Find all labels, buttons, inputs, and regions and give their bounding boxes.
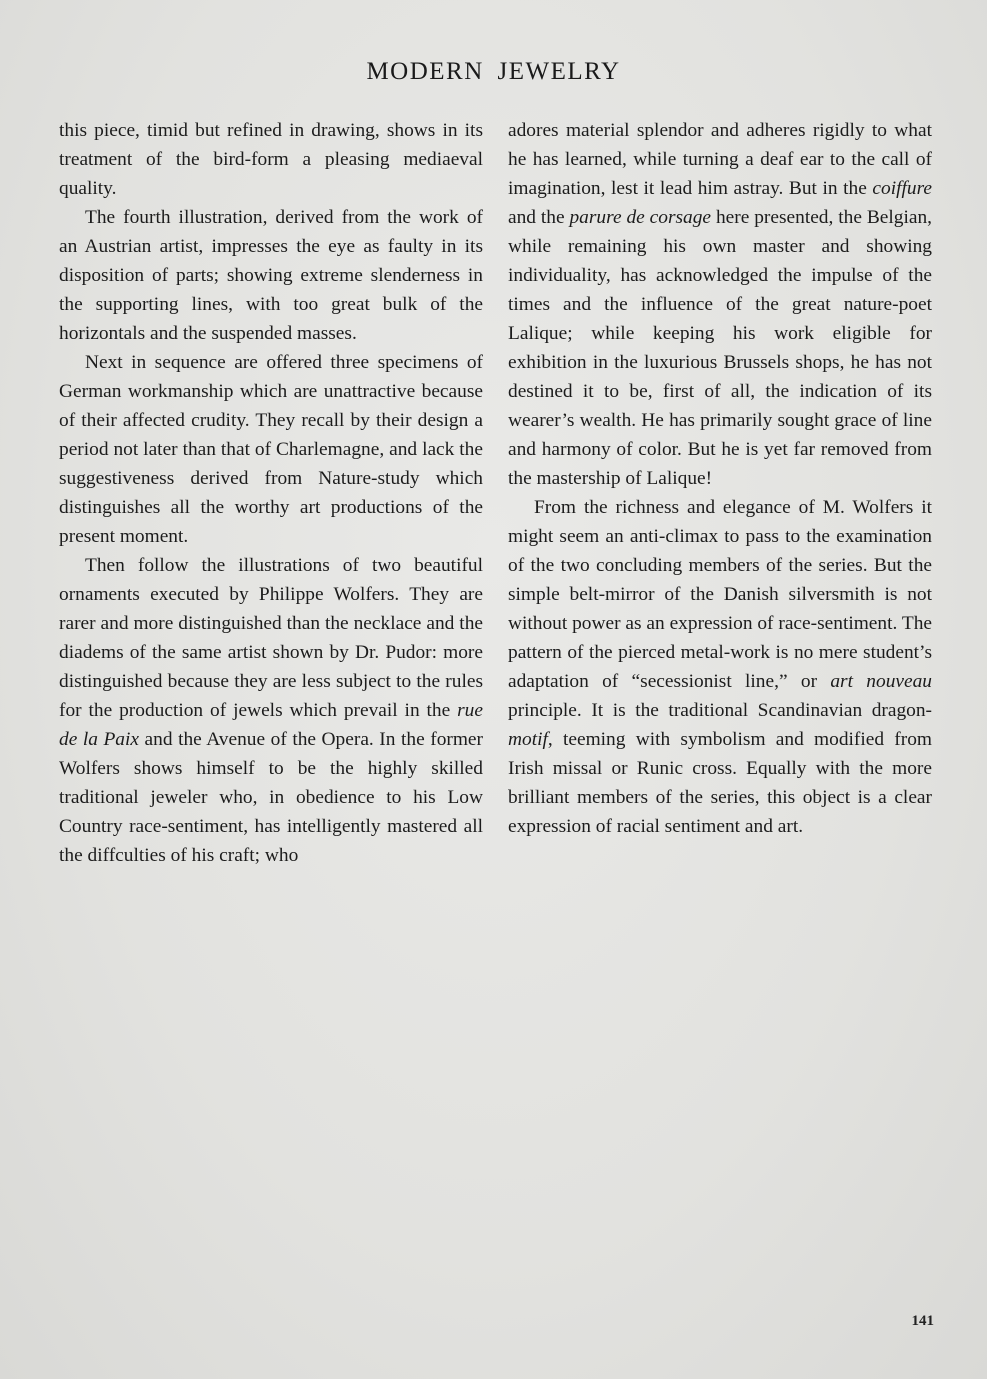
page-number: 141	[911, 1313, 934, 1329]
text-run: here presented, the Belgian, while remaining his own master and showing individuality, has acknowledged the impulse of the times and the influence of the great nature-poet Lalique; while keeping his work eligible for exhibition in the luxurious Brussels shops, he has not destined it to be, first of all, the indication of its wearer’s wealth. He has primarily sought grace of line and harmony of color. But he is yet far removed from the mastership of Lalique!	[508, 207, 932, 489]
italic-text: coiffure	[872, 178, 932, 199]
text-run: adores material splendor and adheres rigidly to what he has learned, while turning a deaf ear to the call of imagination, lest it lead him astray. But in the	[508, 120, 932, 199]
italic-text: rue de la Paix	[59, 700, 483, 750]
text-run: and the Avenue of the Opera. In the former Wolfers shows himself to be the highly skilled traditional jeweler who, in obedience to his Low Country race-sentiment, has intelligently mastered all the diffculties of his craft; who	[59, 729, 483, 866]
text-run: , teeming with symbolism and modified from Irish missal or Runic cross. Equally with the more brilliant members of the series, this object is a clear expression of racial sentiment and art.	[508, 729, 932, 837]
paragraph-belgian-jeweler	[508, 116, 932, 493]
text-column-right	[508, 116, 932, 841]
running-title: MODERN JEWELRY	[366, 58, 621, 85]
text-run: From the richness and elegance of M. Wolfers it might seem an anti-climax to pass to the examination of the two concluding members of the series. But the simple belt-mirror of the Danish silversmith is not without power as an expression of race-sentiment. The pattern of the pierced metal-work is no mere student’s adaptation of “secessionist line,” or	[508, 497, 932, 692]
text-run: principle. It is the traditional Scandinavian dragon-	[508, 700, 932, 721]
italic-text: parure de corsage	[569, 207, 712, 228]
text-column-left	[59, 116, 483, 870]
paragraph-philippe-wolfers	[59, 551, 483, 870]
italic-text: motif	[508, 729, 548, 750]
italic-text: art nouveau	[830, 671, 932, 692]
text-run: and the	[508, 207, 570, 228]
text-run: Then follow the illustrations of two beautiful ornaments executed by Philippe Wolfers. They are rarer and more distinguished than the necklace and the diadems of the same artist shown by Dr. Pudor: more distinguished because they are less subject to the rules for the production of jewels which prevail in the	[59, 555, 483, 721]
paragraph-austrian-artist: The fourth illustration, derived from the work of an Austrian artist, impresses the eye as faulty in its disposition of parts; showing extreme slenderness in the supporting lines, with too great bulk of the horizontals and the suspended masses.	[59, 207, 483, 344]
paragraph-continued: this piece, timid but refined in drawing, shows in its treatment of the bird-form a pleasing mediaeval quality.	[59, 120, 483, 199]
paragraph-danish-silversmith	[508, 493, 932, 841]
paragraph-german-workmanship: Next in sequence are offered three specimens of German workmanship which are unattractive because of their affected crudity. They recall by their design a period not later than that of Charlemagne, and lack the suggestiveness derived from Nature-study which distinguishes all the worthy art productions of the present moment.	[59, 352, 483, 547]
